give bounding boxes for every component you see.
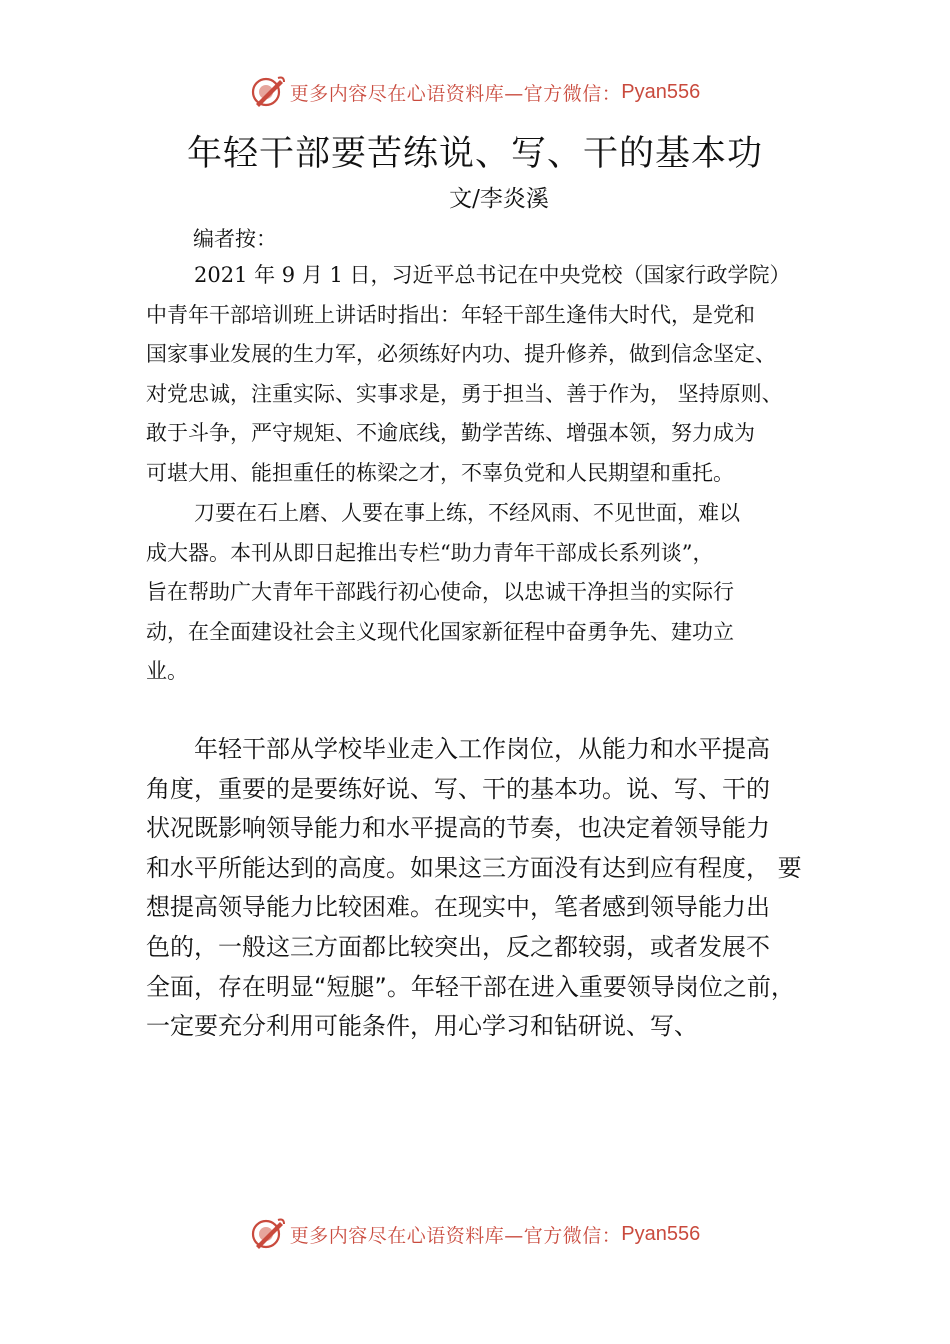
editor-note-paragraph-1 <box>146 256 836 493</box>
text-line: 想提高领导能力比较困难。在现实中，笔者感到领导能力出 <box>146 893 770 922</box>
text-line: 成大器。本刊从即日起推出专栏“助力青年干部成长系列谈”， <box>146 540 714 565</box>
text-line: 国家事业发展的生力军，必须练好内功、提升修养，做到信念坚定、 <box>146 342 776 366</box>
text-line: 中青年干部培训班上讲话时指出：年轻干部生逢伟大时代，是党和 <box>146 302 755 327</box>
editor-note-paragraph-2 <box>146 494 836 692</box>
body-paragraph <box>146 730 846 1047</box>
article-title: 年轻干部要苦练说、写、干的基本功 <box>186 134 763 174</box>
pen-logo-icon <box>250 74 286 110</box>
watermark-text: 更多内容尽在心语资料库—官方微信： <box>289 1224 622 1247</box>
text-line: 刀要在石上磨、人要在事上练，不经风雨、不见世面，难以 <box>194 501 740 525</box>
article-author: 文/李炎溪 <box>449 186 549 212</box>
text-line: 状况既影响领导能力和水平提高的节奏，也决定着领导能力 <box>146 814 770 843</box>
watermark-text: 更多内容尽在心语资料库—官方微信： <box>289 82 622 105</box>
watermark-wechat-id: Pyan556 <box>621 1222 701 1245</box>
editor-note-label: 编者按： <box>193 227 277 251</box>
text-line: 色的，一般这三方面都比较突出，反之都较弱，或者发展不 <box>146 932 770 961</box>
text-line: 角度，重要的是要练好说、写、干的基本功。说、写、干的 <box>146 774 770 803</box>
text-line: 业。 <box>146 659 188 683</box>
text-line: 旨在帮助广大青年干部践行初心使命，以忠诚干净担当的实际行 <box>146 580 734 604</box>
text-line: 全面，存在明显“短腿”。年轻干部在进入重要领导岗位之前， <box>146 972 795 1001</box>
text-line: 对党忠诚，注重实际、实事求是，勇于担当、善于作为， 坚持原则、 <box>146 381 783 406</box>
text-line: 敢于斗争，严守规矩、不逾底线，勤学苦练、增强本领，努力成为 <box>146 421 755 445</box>
footer-watermark <box>0 1214 950 1254</box>
pen-logo-icon <box>250 1216 286 1252</box>
header-watermark <box>0 72 950 112</box>
text-line: 和水平所能达到的高度。如果这三方面没有达到应有程度， 要 <box>146 853 802 882</box>
text-line: 一定要充分利用可能条件，用心学习和钻研说、写、 <box>146 1012 698 1041</box>
watermark-wechat-id: Pyan556 <box>621 80 701 103</box>
text-line: 年轻干部从学校毕业走入工作岗位，从能力和水平提高 <box>194 735 770 763</box>
text-line: 2021 年 9 月 1 日，习近平总书记在中央党校（国家行政学院） <box>194 263 791 287</box>
text-line: 动，在全面建设社会主义现代化国家新征程中奋勇争先、建功立 <box>146 619 734 644</box>
text-line: 可堪大用、能担重任的栋梁之才，不辜负党和人民期望和重托。 <box>146 460 734 485</box>
